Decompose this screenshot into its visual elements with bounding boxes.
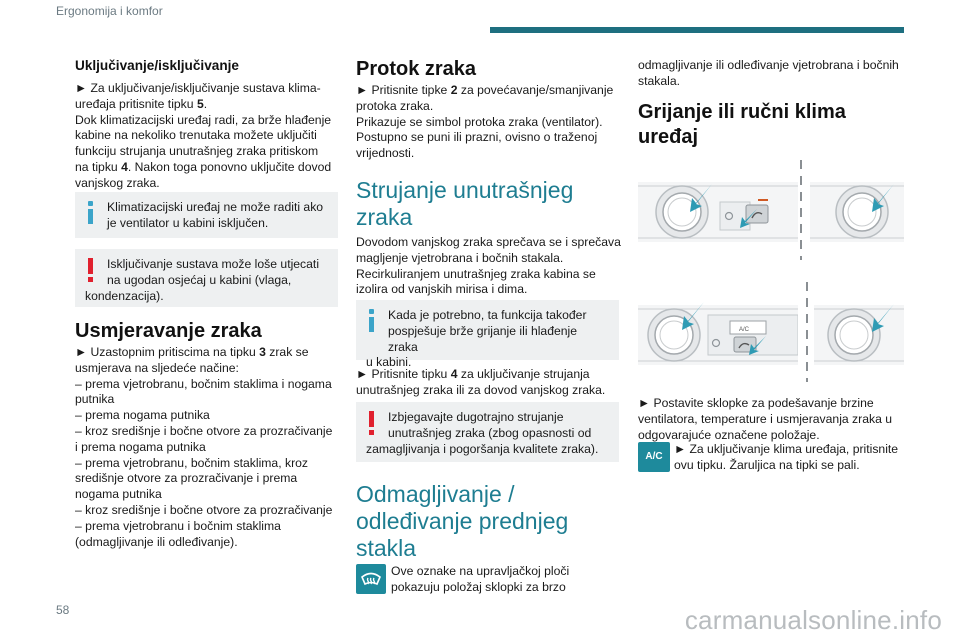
pointer-arrow-icon	[686, 182, 714, 214]
section-title: Ergonomija i komfor	[56, 4, 163, 18]
info-note: Kada je potrebno, ta funkcija također pospješuje brže grijanje ili hlađenje zraka u kabini.	[356, 300, 619, 360]
heading-heating-manual-ac: Grijanje ili ručni klima uređaj	[638, 101, 846, 148]
text-line: uređaja pritisnite tipku 5.	[75, 96, 208, 111]
header-accent-bar	[490, 27, 904, 33]
pointer-arrow-icon	[737, 207, 759, 229]
page-number: 58	[56, 603, 70, 617]
text-line: kabine na nekoliko trenutaka možete uključiti	[75, 128, 317, 143]
heading-defrost: Odmagljivanje / odleđivanje prednjeg stakla	[356, 481, 569, 561]
text-line: ► Pritisnite tipke 2 za povećavanje/smanjivanje	[356, 83, 614, 97]
warning-note: Izbjegavajte dugotrajno strujanje unutrašnjeg zraka (zbog opasnosti od zamagljivanja i pogoršanja kvalitete zraka).	[356, 402, 619, 462]
heading-air-direction: Usmjeravanje zraka	[75, 320, 262, 342]
heading-recirculation: Strujanje unutrašnjeg zraka	[356, 177, 574, 230]
paragraph-recirculation-button: ► Pritisnite tipku 4 za uključivanje strujanja unutrašnjeg zraka ili za dovod vanjskog zraka.	[356, 367, 606, 397]
pointer-arrow-icon	[868, 302, 896, 334]
text-line: ► Pritisnite tipku 4 za uključivanje strujanja	[356, 367, 590, 381]
paragraph-on-off	[75, 81, 331, 192]
info-note: Klimatizacijski uređaj ne može raditi ako je ventilator u kabini isključen.	[75, 192, 338, 238]
info-icon	[366, 309, 378, 333]
text-line: ► Za uključivanje/isključivanje sustava klima-	[75, 81, 321, 95]
text-line: funkciju strujanja unutrašnjeg zraka pritiskom	[75, 144, 319, 159]
control-panel-illustration-bottom	[638, 295, 798, 375]
watermark: carmanualsonline.info	[684, 605, 942, 635]
defrost-tile	[356, 564, 386, 594]
warning-note: Isključivanje sustava može loše utjecati na ugodan osjećaj u kabini (vlaga, kondenzacija).	[75, 249, 338, 307]
paragraph-recirculation: Dovodom vanjskog zraka sprečava se i sprečava magljenje vjetrobrana i bočnih stakala. Recirkuliranjem unutrašnjeg zraka kabina se izolira od vanjskih mirisa i dima.	[356, 235, 621, 297]
text-line: ► Uzastopnim pritiscima na tipku 3 zrak se	[75, 345, 309, 359]
heading-airflow: Protok zraka	[356, 58, 477, 80]
divider-dashed	[800, 160, 802, 260]
pointer-arrow-icon	[746, 334, 768, 356]
warning-icon	[366, 411, 378, 435]
text-line: na tipku 4. Nakon toga ponovno uključite dovod	[75, 159, 332, 174]
info-icon	[85, 201, 97, 225]
windscreen-defrost-icon	[360, 569, 382, 589]
paragraph-airflow: ► Pritisnite tipke 2 za povećavanje/smanjivanje protoka zraka. Prikazuje se simbol protoka zraka (ventilator). Postupno se puni ili prazni, ovisno o traženoj vrijednosti.	[356, 83, 614, 161]
control-panel-illustration-top	[638, 172, 798, 252]
paragraph-set-switches: ► Postavite sklopke za podešavanje brzine ventilatora, temperature i usmjeravanja zraka u odgovarajuće označene položaje.	[638, 396, 893, 442]
ac-tile-text: ► Za uključivanje klima uređaja, pritisnite ovu tipku. Žaruljica na tipki se pali.	[674, 442, 899, 472]
ac-tile: A/C	[638, 442, 670, 472]
defrost-tile-text: Ove oznake na upravljačkoj ploči pokazuju položaj sklopki za brzo	[391, 564, 570, 594]
paragraph-defrost-continued: odmagljivanje ili odleđivanje vjetrobrana i bočnih stakala.	[638, 58, 899, 88]
pointer-arrow-icon	[678, 300, 706, 332]
paragraph-air-direction: ► Uzastopnim pritiscima na tipku 3 zrak se usmjerava na sljedeće načine: – prema vjetrobranu, bočnim staklima i nogama putnika – prema nogama putnika – kroz središnje i bočne otvore za prozračivanje i prema nogama putnika – prema vjetrobranu, bočnim staklima, kroz središnje otvore za prozračivanje i prema nogama putnika – kroz središnje i bočne otvore za prozračivanje – prema vjetrobranu i bočnim staklima (odmagljivanje ili odleđivanje).	[75, 345, 333, 549]
text-line: vanjskog zraka.	[75, 175, 160, 190]
ac-button-label: A/C	[739, 327, 750, 333]
divider-dashed	[806, 282, 808, 382]
warning-icon	[85, 258, 97, 282]
heading-on-off: Uključivanje/isključivanje	[75, 58, 239, 73]
pointer-arrow-icon	[868, 182, 896, 214]
text-line: Dok klimatizacijski uređaj radi, za brže hlađenje	[75, 112, 332, 127]
